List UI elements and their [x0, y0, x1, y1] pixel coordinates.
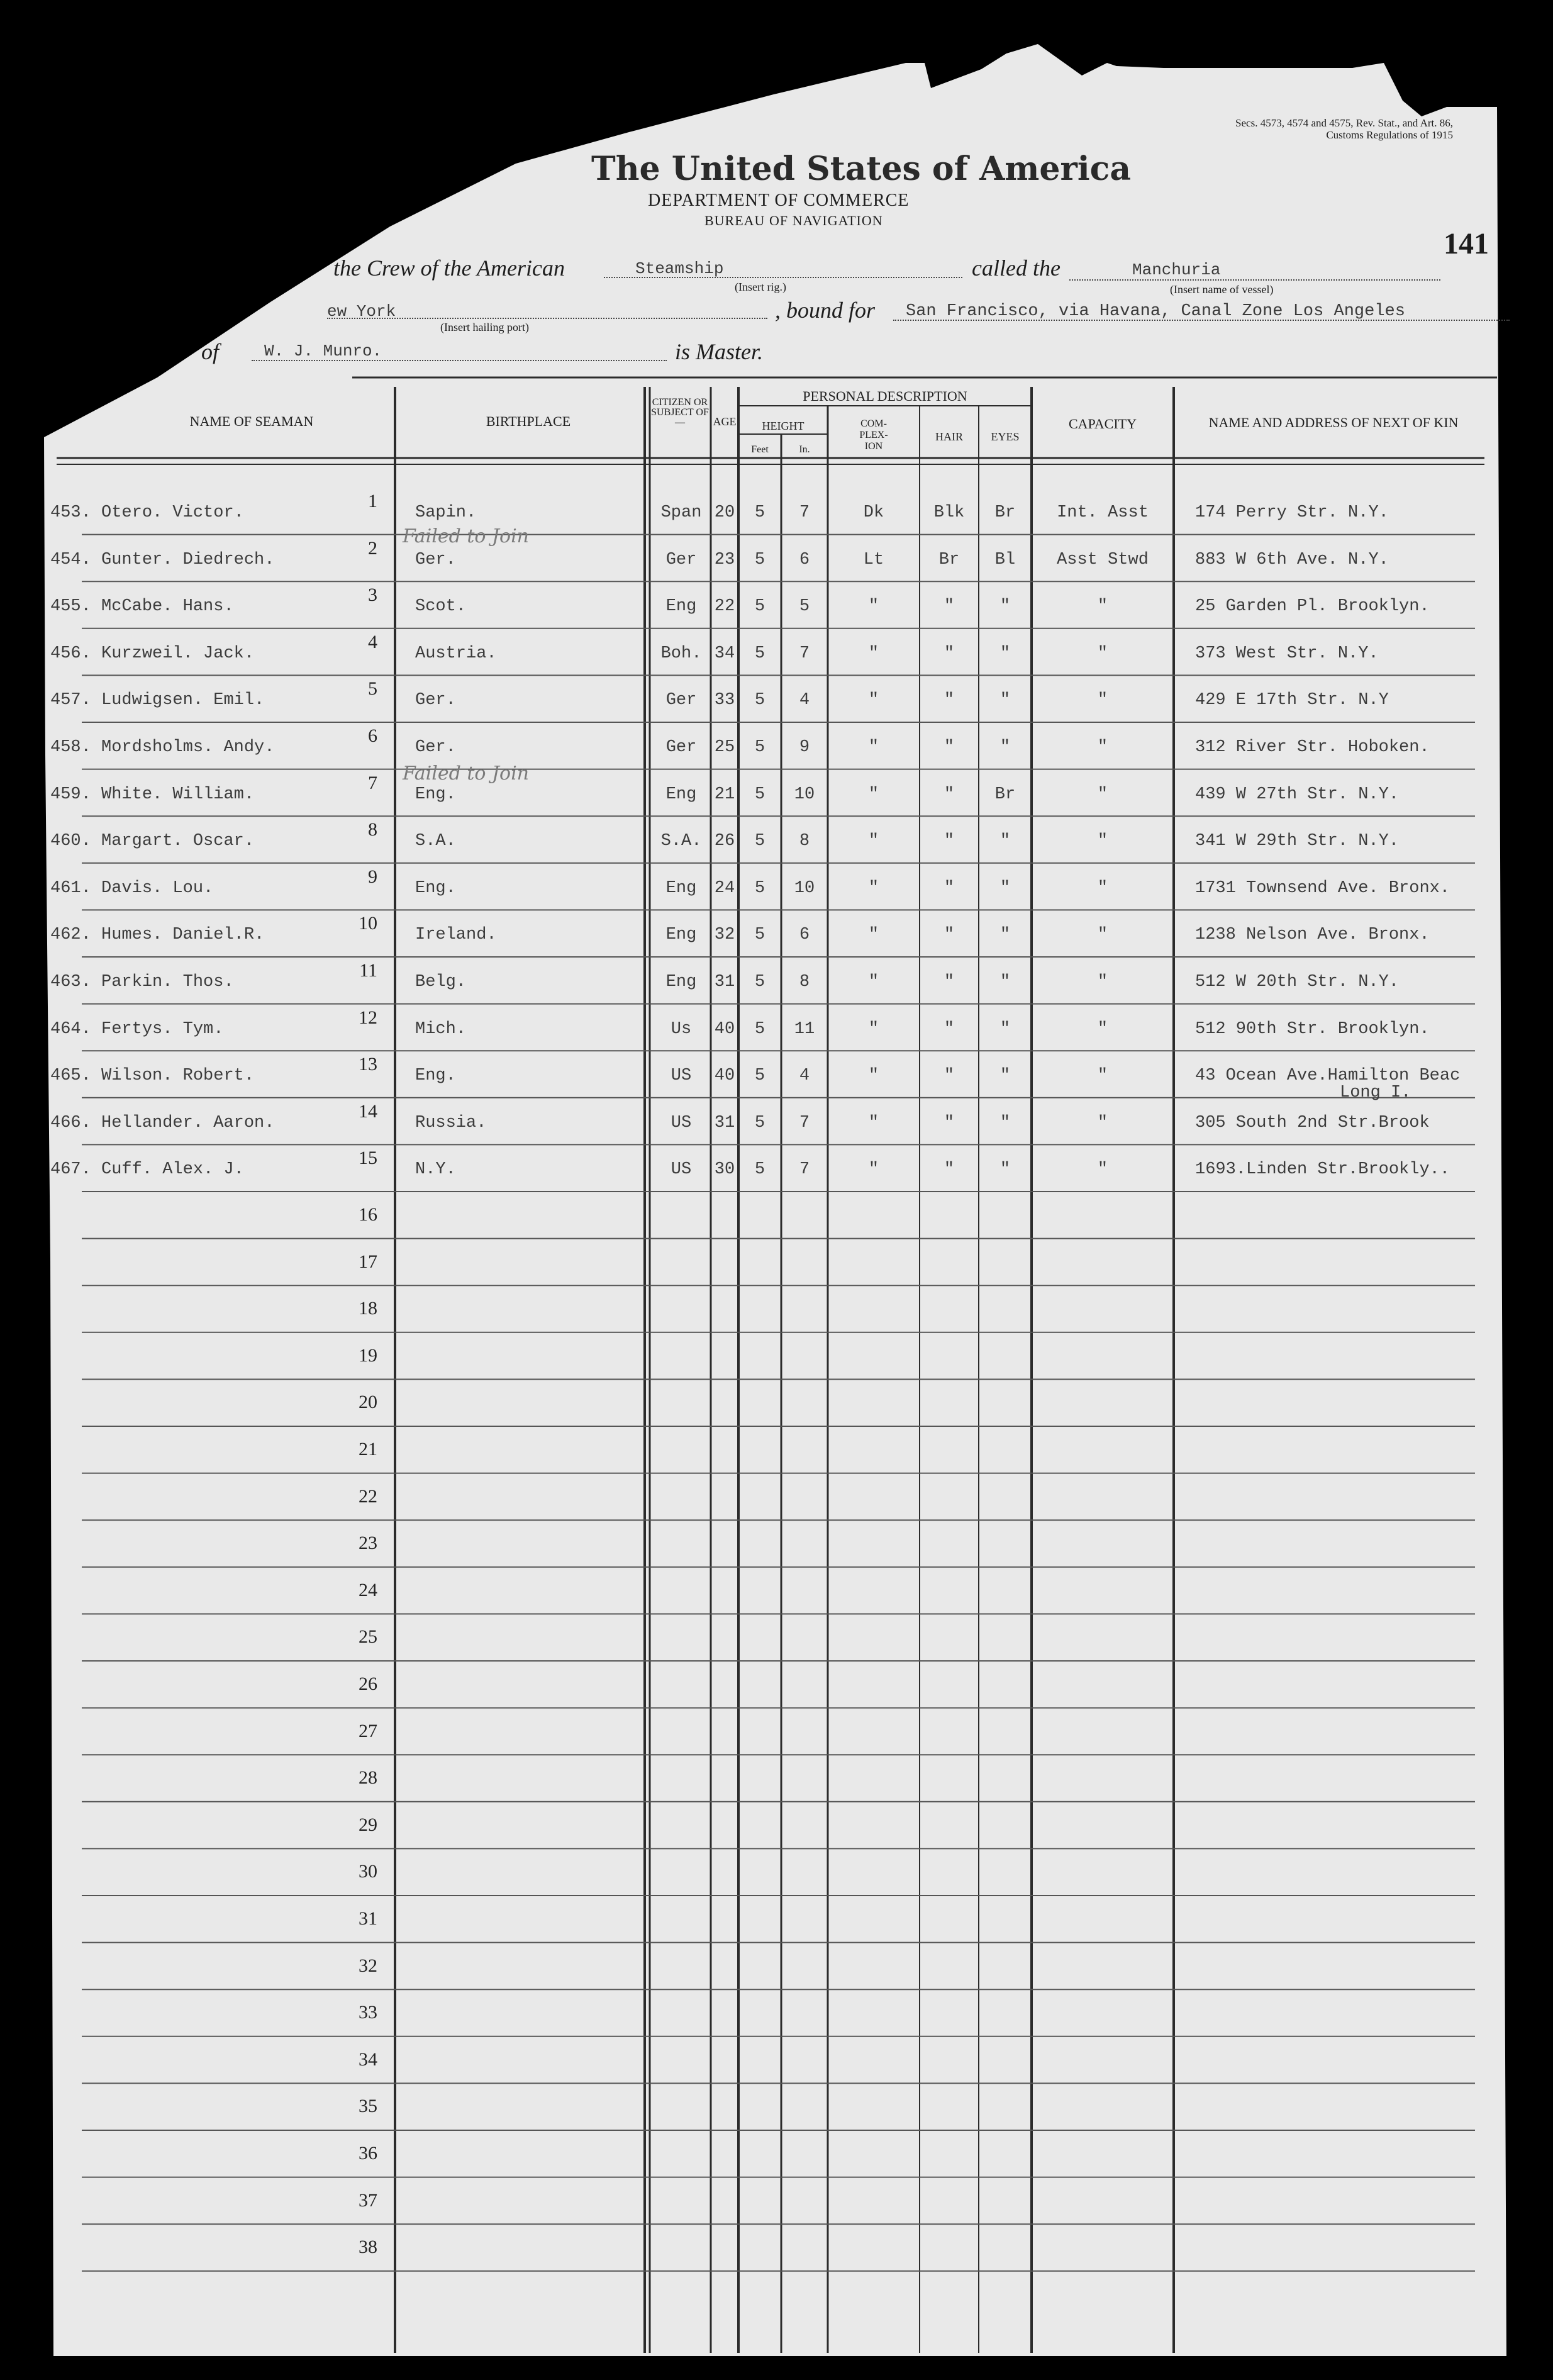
- birthplace: N.Y.: [415, 1160, 456, 1180]
- complexion: Dk: [863, 503, 884, 522]
- row-number: 2: [368, 537, 377, 559]
- table-row: [0, 1943, 1553, 1990]
- row-number: 28: [359, 1767, 377, 1789]
- complexion: ": [868, 1019, 879, 1039]
- height-feet: 5: [754, 1160, 765, 1180]
- row-number: 14: [359, 1100, 377, 1122]
- capacity: ": [1097, 1019, 1108, 1039]
- called-label: called the: [972, 255, 1060, 281]
- capacity: ": [1097, 691, 1108, 710]
- height-feet: 5: [754, 597, 765, 617]
- citizenship: Ger: [665, 550, 697, 569]
- complexion: ": [868, 925, 879, 945]
- age: 40: [714, 1066, 735, 1086]
- table-row: [0, 1614, 1553, 1661]
- height-inches: 9: [799, 738, 810, 757]
- height-inches: 5: [799, 597, 810, 617]
- crew-prefix: the Crew of the American: [333, 255, 565, 281]
- birthplace: Mich.: [415, 1019, 467, 1039]
- table-row: [0, 581, 1553, 629]
- row-number: 17: [359, 1251, 377, 1272]
- port-hint: (Insert hailing port): [440, 321, 529, 333]
- hair: ": [943, 973, 955, 992]
- citizenship: Ger: [665, 691, 697, 710]
- capacity: ": [1097, 973, 1108, 992]
- height-inches: 7: [799, 1160, 810, 1180]
- height-inches: 8: [799, 973, 810, 992]
- seaman-name: 457. Ludwigsen. Emil.: [50, 691, 265, 710]
- citizenship: Eng: [665, 973, 697, 992]
- table-row: [0, 2083, 1553, 2130]
- birthplace: Eng.: [415, 878, 456, 898]
- next-of-kin: 512 90th Str. Brooklyn.: [1195, 1019, 1430, 1039]
- table-row: [0, 1802, 1553, 1849]
- age: 30: [714, 1160, 735, 1180]
- table-row: [0, 1332, 1553, 1380]
- eyes: ": [999, 878, 1011, 898]
- next-of-kin: 429 E 17th Str. N.Y: [1195, 691, 1389, 710]
- height-feet: 5: [754, 1066, 765, 1086]
- height-feet: 5: [754, 832, 765, 851]
- table-row: [0, 1989, 1553, 2036]
- col-header-personal: PERSONAL DESCRIPTION: [803, 388, 967, 404]
- page-number: 141: [1444, 227, 1489, 260]
- complexion: ": [868, 597, 879, 617]
- table-row: [0, 1239, 1553, 1286]
- height-feet: 5: [754, 550, 765, 569]
- col-header-age: AGE: [713, 415, 737, 428]
- eyes: Br: [994, 785, 1016, 804]
- row-number: 10: [359, 913, 377, 934]
- col-header-height: HEIGHT: [762, 420, 804, 432]
- fill-line: [327, 318, 767, 319]
- table-row: [0, 722, 1553, 769]
- hair: ": [943, 691, 955, 710]
- table-row: [0, 1426, 1553, 1473]
- age: 20: [714, 503, 735, 522]
- seaman-name: 458. Mordsholms. Andy.: [50, 738, 275, 757]
- birthplace: Ger.: [415, 738, 456, 757]
- table-row: [0, 1379, 1553, 1426]
- seaman-name: 464. Fertys. Tym.: [50, 1019, 224, 1039]
- country-title: The United States of America: [591, 150, 1132, 188]
- row-number: 8: [368, 819, 377, 841]
- row-number: 5: [368, 678, 377, 700]
- capacity: ": [1097, 785, 1108, 804]
- bureau-title: BUREAU OF NAVIGATION: [704, 213, 883, 228]
- height-feet: 5: [754, 644, 765, 663]
- next-of-kin: 373 West Str. N.Y.: [1195, 644, 1379, 663]
- citizenship: Eng: [665, 925, 697, 945]
- capacity: ": [1097, 1113, 1108, 1132]
- height-inches: 4: [799, 691, 810, 710]
- col-header-inches: In.: [799, 444, 810, 455]
- eyes: ": [999, 1113, 1011, 1132]
- table-row: [0, 2224, 1553, 2271]
- eyes: ": [999, 1019, 1011, 1039]
- failed-to-join-note: Failed to Join: [403, 763, 530, 785]
- birthplace: Eng.: [415, 785, 456, 804]
- seaman-name: 454. Gunter. Diedrech.: [50, 550, 275, 569]
- table-row: [0, 629, 1553, 676]
- citizenship: Eng: [665, 785, 697, 804]
- age: 34: [714, 644, 735, 663]
- row-number: 21: [359, 1439, 377, 1460]
- height-inches: 11: [794, 1019, 815, 1039]
- fill-line: [1069, 279, 1440, 281]
- col-header-complexion: COM-PLEX-ION: [859, 418, 888, 452]
- rig-hint: (Insert rig.): [735, 281, 786, 293]
- height-inches: 10: [794, 785, 815, 804]
- whereof-label: of: [201, 339, 220, 364]
- capacity: ": [1097, 832, 1108, 851]
- table-row: [0, 1755, 1553, 1802]
- citizenship: Eng: [665, 597, 697, 617]
- seaman-name: 463. Parkin. Thos.: [50, 973, 234, 992]
- row-number: 13: [359, 1054, 377, 1075]
- table-row: [0, 910, 1553, 957]
- seaman-name: 455. McCabe. Hans.: [50, 597, 234, 617]
- destination-value: San Francisco, via Havana, Canal Zone Los Angeles: [906, 302, 1405, 321]
- age: 40: [714, 1019, 735, 1039]
- next-of-kin-line2: Long I.: [1340, 1083, 1411, 1103]
- row-number: 22: [359, 1485, 377, 1507]
- row-number: 23: [359, 1533, 377, 1554]
- row-number: 20: [359, 1392, 377, 1413]
- row-number: 4: [368, 631, 377, 652]
- height-feet: 5: [754, 878, 765, 898]
- age: 24: [714, 878, 735, 898]
- row-number: 38: [359, 2237, 377, 2258]
- complexion: Lt: [863, 550, 884, 569]
- complexion: ": [868, 691, 879, 710]
- row-number: 29: [359, 1814, 377, 1835]
- table-row: [0, 488, 1553, 535]
- table-row: [0, 2177, 1553, 2225]
- capacity: Asst Stwd: [1057, 550, 1149, 569]
- table-row: [0, 1473, 1553, 1521]
- row-number: 26: [359, 1673, 377, 1694]
- eyes: ": [999, 1066, 1011, 1086]
- table-row: [0, 1144, 1553, 1192]
- hair: ": [943, 785, 955, 804]
- next-of-kin: 312 River Str. Hoboken.: [1195, 738, 1430, 757]
- row-number: 31: [359, 1908, 377, 1929]
- row-number: 11: [359, 960, 377, 981]
- row-number: 9: [368, 866, 377, 887]
- birthplace: Austria.: [415, 644, 497, 663]
- next-of-kin: 883 W 6th Ave. N.Y.: [1195, 550, 1389, 569]
- height-feet: 5: [754, 1113, 765, 1132]
- height-feet: 5: [754, 691, 765, 710]
- table-row: [0, 1848, 1553, 1896]
- eyes: ": [999, 691, 1011, 710]
- row-number: 7: [368, 772, 377, 793]
- col-header-name: NAME OF SEAMAN: [189, 413, 314, 429]
- hair: ": [943, 1160, 955, 1180]
- row-number: 30: [359, 1861, 377, 1882]
- table-row: [0, 2036, 1553, 2084]
- hair: ": [943, 597, 955, 617]
- age: 25: [714, 738, 735, 757]
- row-number: 34: [359, 2048, 377, 2070]
- height-feet: 5: [754, 973, 765, 992]
- seaman-name: 460. Margart. Oscar.: [50, 832, 255, 851]
- table-row: [0, 1098, 1553, 1145]
- seaman-name: 461. Davis. Lou.: [50, 878, 214, 898]
- table-row: [0, 675, 1553, 722]
- eyes: ": [999, 925, 1011, 945]
- complexion: ": [868, 832, 879, 851]
- next-of-kin: 341 W 29th Str. N.Y.: [1195, 832, 1400, 851]
- age: 26: [714, 832, 735, 851]
- citizenship: Span: [660, 503, 702, 522]
- height-feet: 5: [754, 785, 765, 804]
- eyes: ": [999, 597, 1011, 617]
- age: 21: [714, 785, 735, 804]
- next-of-kin: 512 W 20th Str. N.Y.: [1195, 973, 1400, 992]
- hair: ": [943, 1066, 955, 1086]
- eyes: ": [999, 644, 1011, 663]
- citizenship: Boh.: [660, 644, 702, 663]
- birthplace: Scot.: [415, 597, 467, 617]
- col-header-kin: NAME AND ADDRESS OF NEXT OF KIN: [1208, 415, 1459, 430]
- hair: Br: [938, 550, 960, 569]
- capacity: ": [1097, 1160, 1108, 1180]
- vessel-hint: (Insert name of vessel): [1170, 283, 1274, 296]
- age: 23: [714, 550, 735, 569]
- next-of-kin: 305 South 2nd Str.Brook: [1195, 1113, 1430, 1132]
- table-row: [0, 1520, 1553, 1567]
- next-of-kin: 1693.Linden Str.Brookly..: [1195, 1160, 1450, 1180]
- table-row: [0, 816, 1553, 863]
- birthplace: S.A.: [415, 832, 456, 851]
- fill-line: [604, 277, 962, 278]
- legal-reference: Secs. 4573, 4574 and 4575, Rev. Stat., and Art. 86, Customs Regulations of 1915: [1235, 117, 1453, 141]
- age: 33: [714, 691, 735, 710]
- capacity: ": [1097, 878, 1108, 898]
- hair: ": [943, 1019, 955, 1039]
- complexion: ": [868, 1066, 879, 1086]
- eyes: ": [999, 738, 1011, 757]
- height-inches: 7: [799, 503, 810, 522]
- row-number: 18: [359, 1298, 377, 1319]
- hair: ": [943, 925, 955, 945]
- hair: ": [943, 878, 955, 898]
- row-number: 36: [359, 2143, 377, 2164]
- seaman-name: 456. Kurzweil. Jack.: [50, 644, 255, 663]
- table-row: [0, 1004, 1553, 1051]
- eyes: Bl: [994, 550, 1016, 569]
- table-row: [0, 1285, 1553, 1332]
- height-inches: 7: [799, 644, 810, 663]
- master-value: W. J. Munro.: [264, 342, 382, 360]
- next-of-kin: 439 W 27th Str. N.Y.: [1195, 785, 1400, 804]
- hair: ": [943, 832, 955, 851]
- height-feet: 5: [754, 1019, 765, 1039]
- complexion: ": [868, 1113, 879, 1132]
- fill-line: [252, 360, 667, 361]
- seaman-name: 467. Cuff. Alex. J.: [50, 1160, 244, 1180]
- eyes: Br: [994, 503, 1016, 522]
- seaman-name: 465. Wilson. Robert.: [50, 1066, 255, 1086]
- next-of-kin: 43 Ocean Ave.Hamilton Beac: [1195, 1066, 1461, 1086]
- capacity: ": [1097, 644, 1108, 663]
- seaman-name: 462. Humes. Daniel.R.: [50, 925, 265, 945]
- height-inches: 4: [799, 1066, 810, 1086]
- height-inches: 10: [794, 878, 815, 898]
- height-feet: 5: [754, 503, 765, 522]
- next-of-kin: 25 Garden Pl. Brooklyn.: [1195, 597, 1430, 617]
- table-row: [0, 863, 1553, 910]
- complexion: ": [868, 738, 879, 757]
- row-number: 25: [359, 1626, 377, 1648]
- department-title: DEPARTMENT OF COMMERCE: [648, 191, 910, 210]
- capacity: Int. Asst: [1057, 503, 1149, 522]
- capacity: ": [1097, 925, 1108, 945]
- citizenship: Us: [671, 1019, 692, 1039]
- table-row: [0, 535, 1553, 582]
- row-number: 33: [359, 2002, 377, 2023]
- seaman-name: 459. White. William.: [50, 785, 255, 804]
- age: 22: [714, 597, 735, 617]
- col-header-feet: Feet: [751, 444, 769, 455]
- complexion: ": [868, 973, 879, 992]
- col-header-capacity: CAPACITY: [1069, 416, 1137, 432]
- capacity: ": [1097, 738, 1108, 757]
- hair: ": [943, 644, 955, 663]
- row-number: 19: [359, 1344, 377, 1366]
- row-number: 24: [359, 1579, 377, 1601]
- height-inches: 7: [799, 1113, 810, 1132]
- birthplace: Russia.: [415, 1113, 487, 1132]
- table-row: [0, 957, 1553, 1004]
- capacity: ": [1097, 597, 1108, 617]
- table-row: [0, 769, 1553, 817]
- table-row: [0, 2130, 1553, 2177]
- row-number: 35: [359, 2096, 377, 2117]
- row-number: 1: [368, 491, 377, 511]
- capacity: ": [1097, 1066, 1108, 1086]
- eyes: ": [999, 973, 1011, 992]
- vessel-name: Manchuria: [1132, 260, 1221, 279]
- height-inches: 6: [799, 925, 810, 945]
- row-number: 3: [368, 584, 377, 606]
- complexion: ": [868, 1160, 879, 1180]
- master-suffix: is Master.: [675, 339, 764, 364]
- col-header-citizen: CITIZEN OR SUBJECT OF—: [651, 397, 709, 428]
- table-row: [0, 1708, 1553, 1755]
- height-inches: 8: [799, 832, 810, 851]
- birthplace: Ireland.: [415, 925, 497, 945]
- table-row: [0, 1051, 1553, 1103]
- eyes: ": [999, 832, 1011, 851]
- birthplace: Belg.: [415, 973, 467, 992]
- table-row: [0, 1567, 1553, 1614]
- hair: ": [943, 1113, 955, 1132]
- table-row: [0, 1192, 1553, 1239]
- hair: Blk: [933, 503, 965, 522]
- complexion: ": [868, 878, 879, 898]
- citizenship: S.A.: [660, 832, 702, 851]
- height-feet: 5: [754, 925, 765, 945]
- table-row: [0, 1896, 1553, 1943]
- row-number: 27: [359, 1720, 377, 1741]
- failed-to-join-note: Failed to Join: [403, 525, 530, 547]
- bound-for-label: , bound for: [775, 298, 876, 323]
- row-number: 6: [368, 725, 377, 746]
- port-value: ew York: [327, 302, 396, 321]
- fill-line: [893, 320, 1510, 321]
- height-feet: 5: [754, 738, 765, 757]
- hair: ": [943, 738, 955, 757]
- next-of-kin: 1238 Nelson Ave. Bronx.: [1195, 925, 1430, 945]
- row-number: 32: [359, 1955, 377, 1976]
- complexion: ": [868, 785, 879, 804]
- age: 31: [714, 1113, 735, 1132]
- row-number: 16: [359, 1204, 377, 1225]
- age: 32: [714, 925, 735, 945]
- birthplace: Sapin.: [415, 503, 477, 522]
- citizenship: US: [671, 1066, 692, 1086]
- col-header-hair: HAIR: [935, 430, 963, 443]
- col-header-birthplace: BIRTHPLACE: [486, 413, 571, 429]
- height-inches: 6: [799, 550, 810, 569]
- complexion: ": [868, 644, 879, 663]
- citizenship: Ger: [665, 738, 697, 757]
- rig-value: Steamship: [635, 259, 724, 278]
- next-of-kin: 1731 Townsend Ave. Bronx.: [1195, 878, 1450, 898]
- row-number: 12: [359, 1007, 377, 1028]
- row-number: 37: [359, 2189, 377, 2211]
- birthplace: Ger.: [415, 550, 456, 569]
- birthplace: Eng.: [415, 1066, 456, 1086]
- seaman-name: 453. Otero. Victor.: [50, 503, 244, 522]
- col-header-eyes: EYES: [991, 430, 1020, 443]
- citizenship: US: [671, 1160, 692, 1180]
- row-number: 15: [359, 1148, 377, 1169]
- table-row: [0, 1661, 1553, 1708]
- eyes: ": [999, 1160, 1011, 1180]
- citizenship: US: [671, 1113, 692, 1132]
- age: 31: [714, 973, 735, 992]
- seaman-name: 466. Hellander. Aaron.: [50, 1113, 275, 1132]
- next-of-kin: 174 Perry Str. N.Y.: [1195, 503, 1389, 522]
- citizenship: Eng: [665, 878, 697, 898]
- birthplace: Ger.: [415, 691, 456, 710]
